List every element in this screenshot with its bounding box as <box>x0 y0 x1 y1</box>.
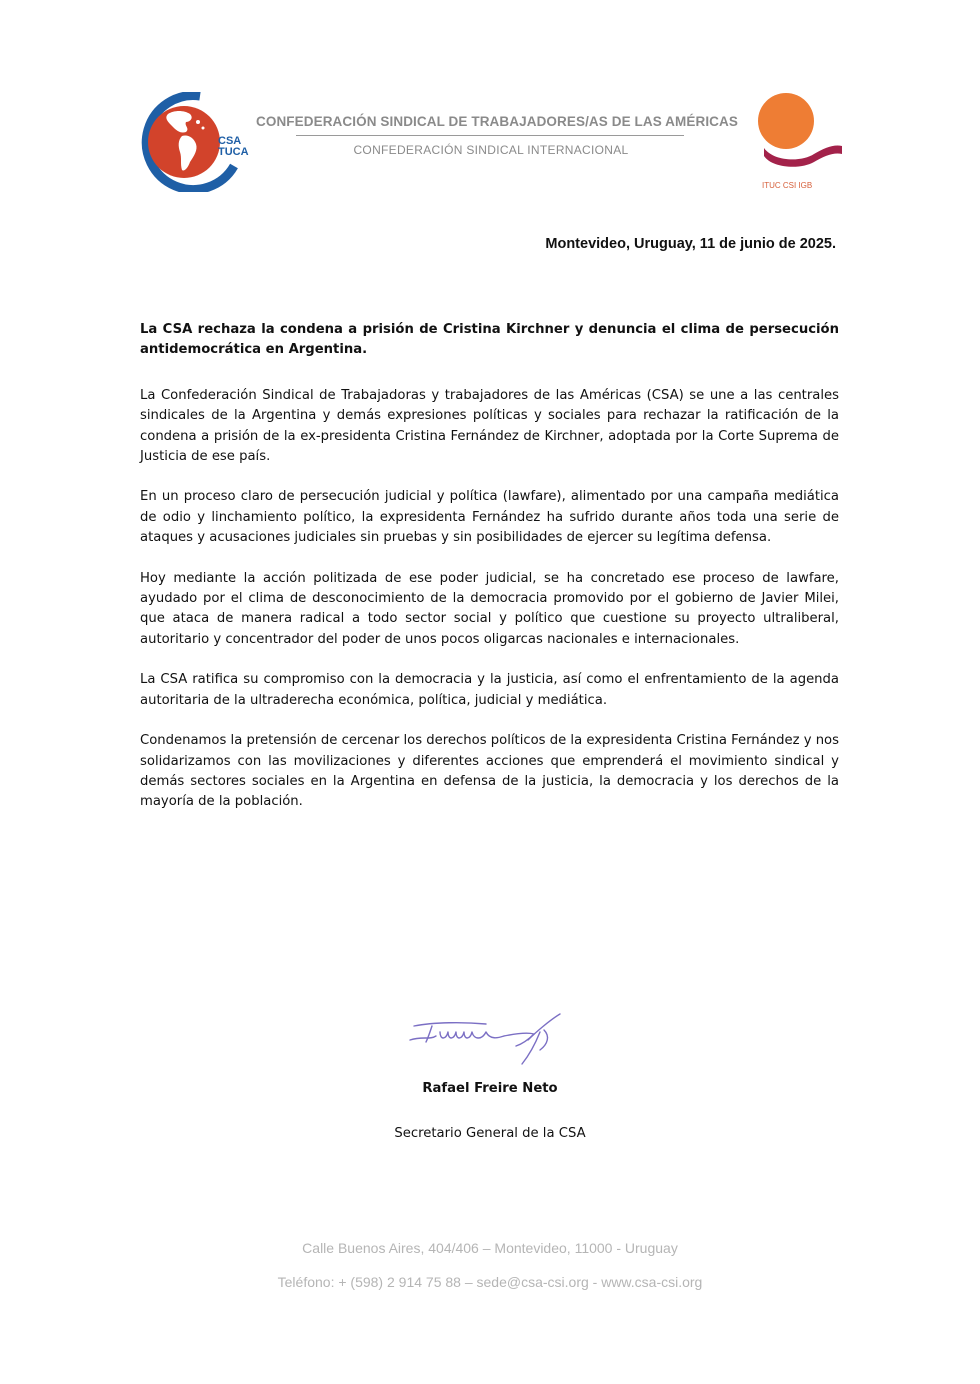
organization-name: CONFEDERACIÓN SINDICAL DE TRABAJADORES/AS DE LAS AMÉRICAS <box>256 114 738 129</box>
letterhead-divider <box>296 135 684 136</box>
body-paragraph: Hoy mediante la acción politizada de ese poder judicial, se ha concretado ese proceso de lawfare, ayudado por el clima de desconocimiento de la democracia promovido por el gobierno de Javier Milei, que ataca de manera radical a todo sector social y político que cuestione su proyecto ultraliberal, autoritario y concentrador del poder de unos pocos oligarcas nacionales e internacionales. <box>140 570 839 647</box>
signer-role: Secretario General de la CSA <box>394 1126 586 1141</box>
signer-name: Rafael Freire Neto <box>422 1081 558 1096</box>
body-paragraph: En un proceso claro de persecución judicial y política (lawfare), alimentado por una campaña mediática de odio y linchamiento político, la expresidenta Fernández ha sufrido durante años toda una serie de ataques y acusaciones judiciales sin pruebas y sin posibilidades de ejercer su legítima defensa. <box>140 489 839 546</box>
body-paragraph: Condenamos la pretensión de cercenar los derechos políticos de la expresidenta Cristina Fernández y nos solidarizamos con las movilizaciones y diferentes acciones que emprenderá el movimiento sindical y demás sectores sociales en la Argentina en defensa de la justicia, la democracia y los derechos de la mayoría de la población. <box>140 733 839 810</box>
letter-date: Montevideo, Uruguay, 11 de junio de 2025. <box>545 236 836 252</box>
letter-body <box>140 320 839 833</box>
body-paragraph: La CSA ratifica su compromiso con la democracia y la justicia, así como el enfrentamiento de la agenda autoritaria de la ultraderecha económica, política, judicial y mediática. <box>140 672 839 708</box>
handwritten-signature <box>404 1010 566 1070</box>
csa-logo-text <box>218 136 249 158</box>
organization-subtitle: CONFEDERACIÓN SINDICAL INTERNACIONAL <box>353 143 629 157</box>
ituc-logo-text: ITUC CSI IGB <box>762 181 813 190</box>
letterhead <box>0 0 980 210</box>
footer-address: Calle Buenos Aires, 404/406 – Montevideo, 11000 - Uruguay <box>302 1240 678 1256</box>
body-paragraph: La Confederación Sindical de Trabajadoras y trabajadores de las Américas (CSA) se une a las centrales sindicales de la Argentina y demás expresiones políticas y sociales para rechazar la ratificación de la condena a prisión de la ex-presidenta Cristina Fernández de Kirchner, adoptada por la Corte Suprema de Justicia de ese país. <box>140 387 839 465</box>
ituc-logo <box>758 92 842 176</box>
footer-contact: Teléfono: + (598) 2 914 75 88 – sede@csa-csi.org - www.csa-csi.org <box>277 1274 703 1290</box>
csa-logo-text-line: CSA <box>218 135 242 147</box>
csa-logo-text-line: TUCA <box>218 146 249 158</box>
letter-headline: La CSA rechaza la condena a prisión de Cristina Kirchner y denuncia el clima de persecución antidemocrática en Argentina. <box>140 322 839 358</box>
